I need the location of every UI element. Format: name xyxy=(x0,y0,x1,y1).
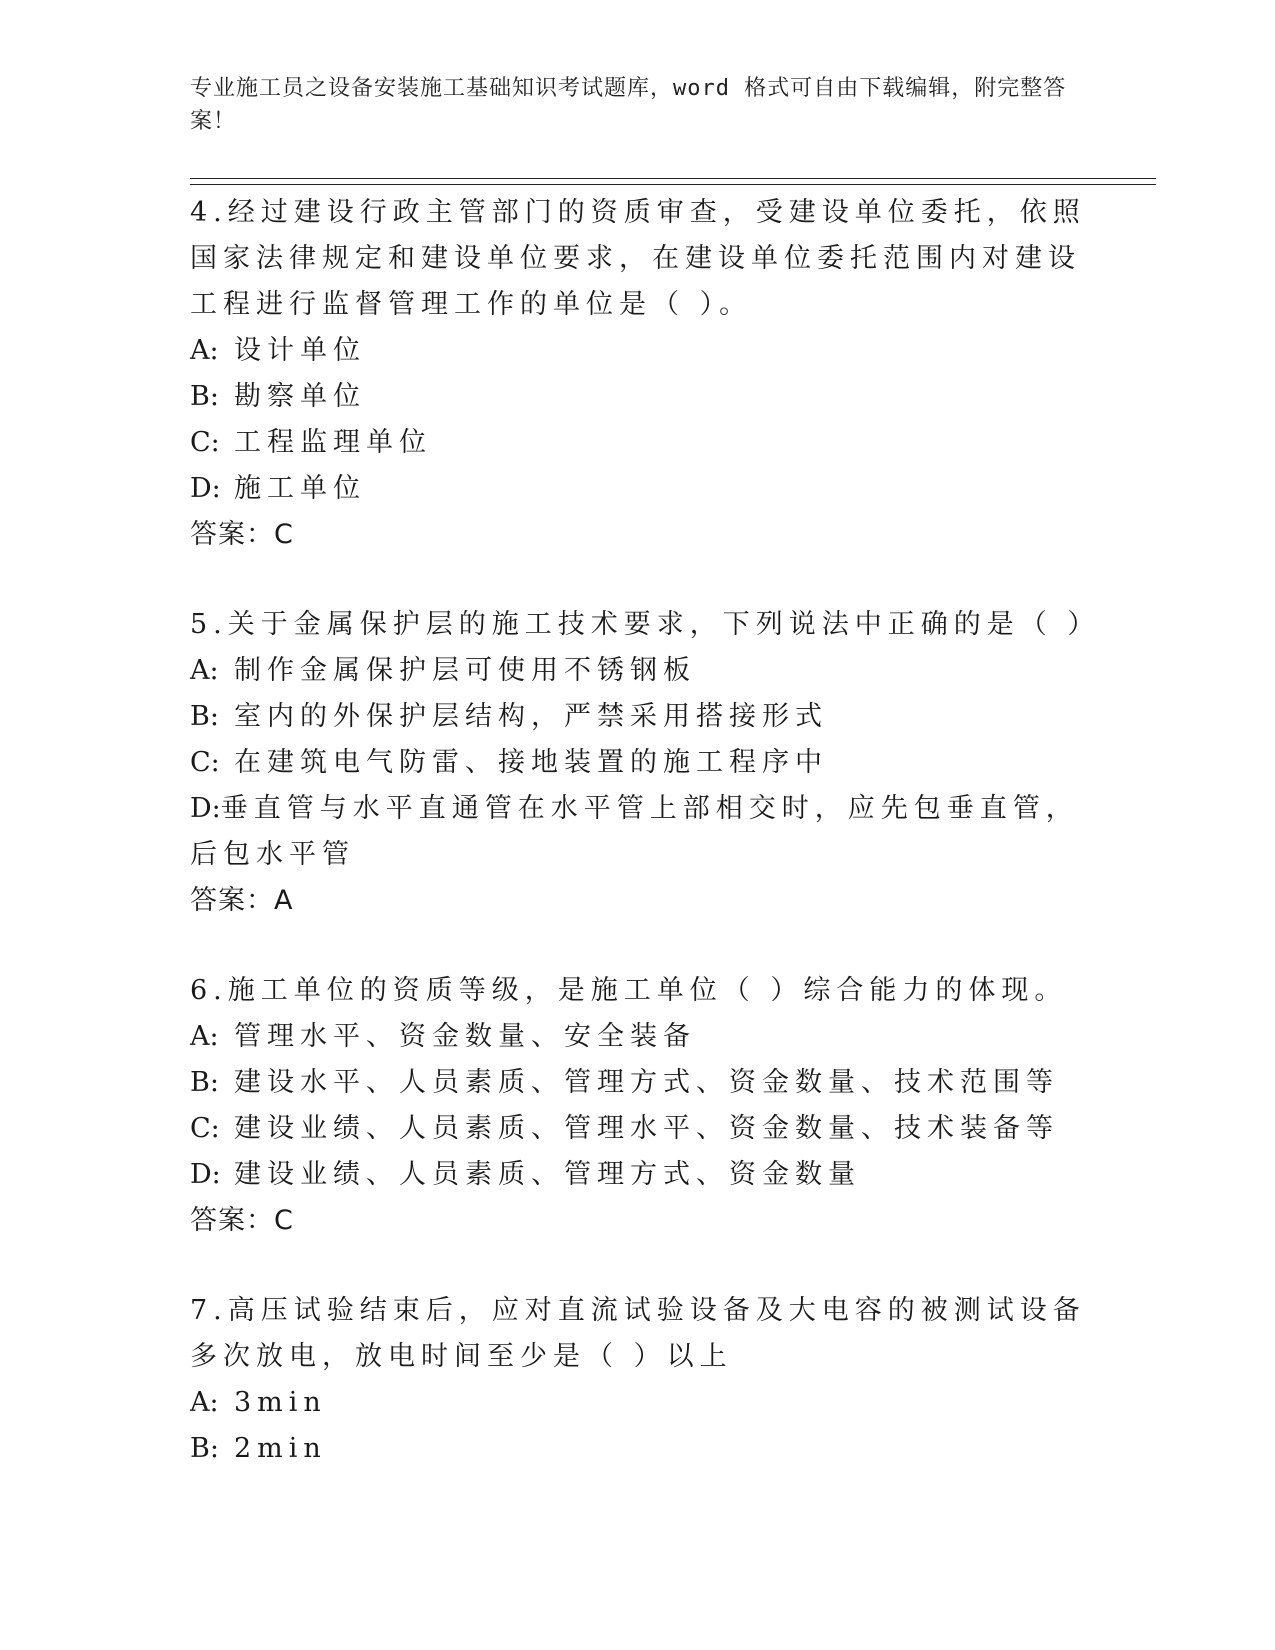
option-b xyxy=(190,1426,1090,1472)
spacer xyxy=(190,924,1090,968)
option-label: B: xyxy=(190,381,219,412)
option-text: 2min xyxy=(234,1433,327,1464)
spacer xyxy=(190,558,1090,602)
question-list xyxy=(190,190,1101,1472)
option-label: C: xyxy=(190,427,220,458)
option-text: 建设水平、人员素质、管理方式、资金数量、技术范围等 xyxy=(234,1067,1059,1098)
option-c xyxy=(190,420,1090,466)
option-a xyxy=(190,1014,1090,1060)
option-label: A: xyxy=(190,1021,219,1052)
option-label: A: xyxy=(190,335,219,366)
option-label: D: xyxy=(190,1159,221,1190)
option-label: C: xyxy=(190,1113,220,1144)
option-text: 设计单位 xyxy=(234,335,366,366)
option-c xyxy=(190,1106,1090,1152)
document-intro: 专业施工员之设备安装施工基础知识考试题库，word 格式可自由下载编辑，附完整答案！ xyxy=(190,76,1067,134)
header-divider-top xyxy=(190,178,1156,179)
question-stem: 7.高压试验结束后，应对直流试验设备及大电容的被测试设备多次放电，放电时间至少是（ ）以上 xyxy=(190,1295,1086,1372)
question-stem: 5.关于金属保护层的施工技术要求，下列说法中正确的是（ ） xyxy=(190,609,1101,640)
option-d xyxy=(190,786,1090,878)
answer-line: 答案：C xyxy=(190,1205,294,1236)
option-label: A: xyxy=(190,655,219,686)
option-d xyxy=(190,466,1090,512)
option-label: D: xyxy=(190,473,221,504)
option-text: 垂直管与水平直通管在水平管上部相交时，应先包垂直管，后包水平管 xyxy=(190,793,1079,870)
option-a xyxy=(190,648,1090,694)
question-4 xyxy=(190,190,1090,558)
question-5 xyxy=(190,602,1101,924)
option-b xyxy=(190,1060,1090,1106)
question-stem: 6.施工单位的资质等级，是施工单位（ ）综合能力的体现。 xyxy=(190,975,1068,1006)
option-d xyxy=(190,1152,1090,1198)
option-text: 制作金属保护层可使用不锈钢板 xyxy=(234,655,696,686)
option-text: 在建筑电气防雷、接地装置的施工程序中 xyxy=(234,747,828,778)
option-text: 管理水平、资金数量、安全装备 xyxy=(234,1021,696,1052)
option-b xyxy=(190,374,1090,420)
spacer xyxy=(190,1244,1090,1288)
option-text: 建设业绩、人员素质、管理水平、资金数量、技术装备等 xyxy=(234,1113,1059,1144)
header-divider-bottom xyxy=(190,184,1156,185)
option-a xyxy=(190,328,1090,374)
option-label: B: xyxy=(190,1067,219,1098)
option-a xyxy=(190,1380,1090,1426)
question-7 xyxy=(190,1288,1090,1472)
option-text: 工程监理单位 xyxy=(234,427,432,458)
option-text: 建设业绩、人员素质、管理方式、资金数量 xyxy=(234,1159,861,1190)
question-6 xyxy=(190,968,1090,1244)
option-label: B: xyxy=(190,1433,219,1464)
answer-line: 答案：A xyxy=(190,885,294,916)
option-label: C: xyxy=(190,747,220,778)
option-text: 3min xyxy=(234,1387,327,1418)
question-stem: 4.经过建设行政主管部门的资质审查，受建设单位委托，依照国家法律规定和建设单位要求，在建设单位委托范围内对建设工程进行监督管理工作的单位是（ ）。 xyxy=(190,197,1086,320)
option-label: A: xyxy=(190,1387,219,1418)
option-b xyxy=(190,694,1090,740)
option-label: B: xyxy=(190,701,219,732)
option-label: D: xyxy=(190,793,221,824)
answer-line: 答案：C xyxy=(190,519,294,550)
option-c xyxy=(190,740,1090,786)
option-text: 室内的外保护层结构，严禁采用搭接形式 xyxy=(234,701,828,732)
option-text: 勘察单位 xyxy=(234,381,366,412)
option-text: 施工单位 xyxy=(234,473,366,504)
